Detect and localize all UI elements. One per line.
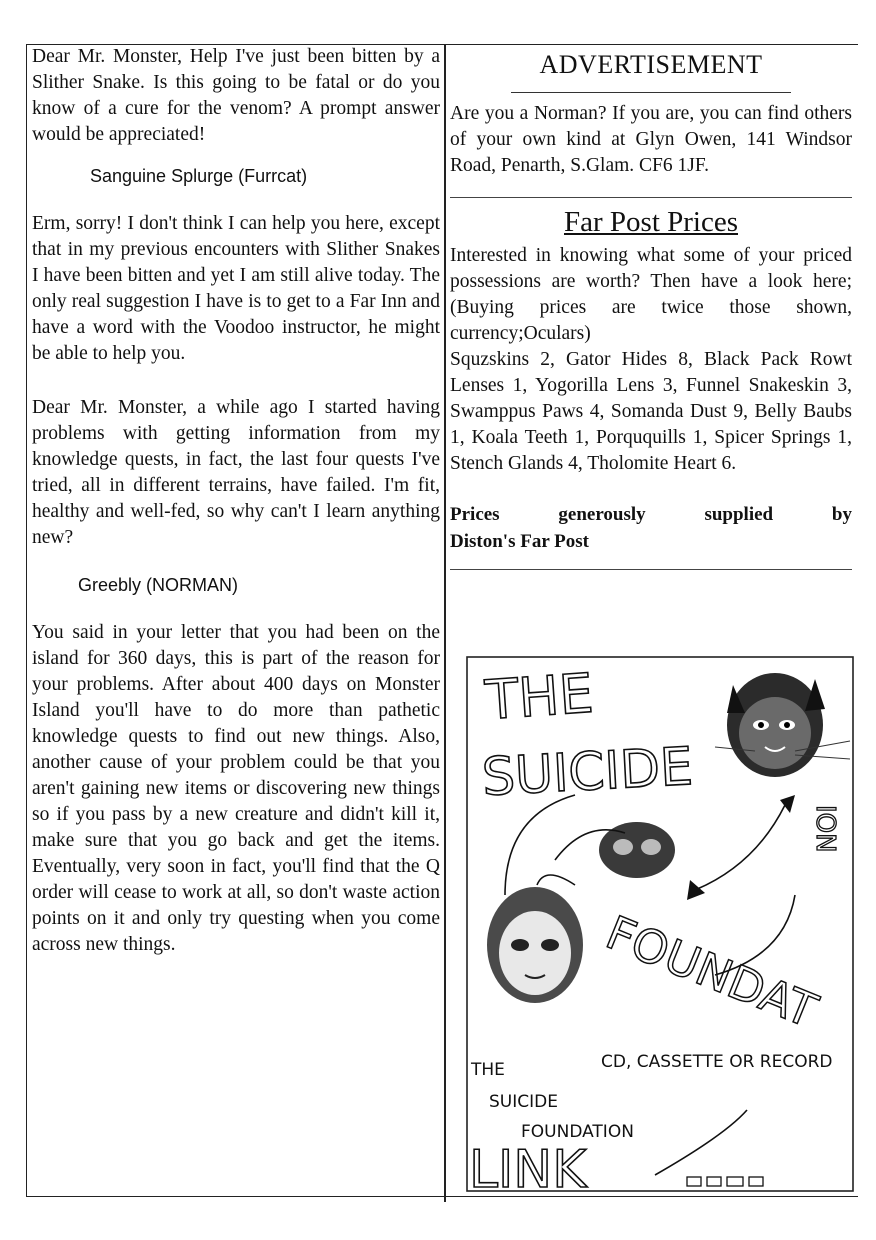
advertisement-body: Are you a Norman? If you are, you can find others of your own kind at Glyn Owen, 141 Windsor Road, Penarth, S.Glam. CF6 1JF. <box>450 103 852 176</box>
caption-the: THE <box>471 1060 505 1080</box>
small-box-doodles <box>687 1177 763 1186</box>
letters-column <box>32 44 440 958</box>
column-divider <box>444 44 446 1202</box>
left-border <box>26 44 27 1196</box>
letter-one: Dear Mr. Monster, Help I've just been bitten by a Slither Snake. Is this going to be fatal or do you know of a cure for the venom? A prompt answer would be appreciated! <box>32 46 440 145</box>
media-caption: CD, CASSETTE OR RECORD <box>601 1052 833 1072</box>
prices-credit-line: Prices generously supplied by <box>450 504 852 525</box>
art-letters-ion: ION <box>810 805 840 853</box>
artwork-rule <box>450 569 852 570</box>
far-post-heading: Far Post Prices <box>564 206 738 238</box>
advert-rule <box>511 92 791 93</box>
cat-face-drawing <box>715 673 850 777</box>
letter-two: Dear Mr. Monster, a while ago I started having problems with getting information from my knowledge quests, in fact, the last four quests I've tried, all in different terrains, have failed. I'm fit, healthy and well-fed, so why can't I learn anything new? <box>32 397 440 548</box>
far-post-intro: Interested in knowing what some of your priced possessions are worth? Then have a look here; (Buying prices are twice those shown, currency;Oculars) <box>450 245 852 344</box>
section-rule <box>450 197 852 198</box>
caption-link-lettering: LINK <box>469 1140 587 1200</box>
signature-two: Greebly (NORMAN) <box>78 575 239 595</box>
art-letters-foundat: FOUNDAT <box>598 905 825 1039</box>
advertisement-heading: ADVERTISEMENT <box>539 50 763 79</box>
signature-one: Sanguine Splurge (Furrcat) <box>90 166 308 186</box>
caption-suicide: SUICIDE <box>489 1092 558 1112</box>
advert-column <box>450 44 852 570</box>
reply-two: You said in your letter that you had been on the island for 360 days, this is part of the reason for your problems. After about 400 days on Monster Island you'll have to do more than pathetic knowledge quests to find out new things. Also, another cause of your problem could be that you aren't gaining new items or discovering new things so if you pass by a new creature and didn't kill it, make sure that you go back and get the items. Eventually, very soon in fact, you'll find that the Q order will cease to work at all, so don't waste action points on it and only try questing when you come across new things. <box>32 622 440 955</box>
prices-credit-source: Diston's Far Post <box>450 531 589 552</box>
suicide-foundation-artwork <box>465 655 857 1200</box>
art-letters-the: THE <box>483 661 596 732</box>
far-post-price-list: Squzskins 2, Gator Hides 8, Black Pack Rowt Lenses 1, Yogorilla Lens 3, Funnel Snakeskin 3, Swamppus Paws 4, Somanda Dust 9, Belly Baubs 1, Koala Teeth 1, Porququills 1, Spicer Springs 1, Stench Glands 4, Tholomite Heart 6. <box>450 349 852 474</box>
reply-one: Erm, sorry! I don't think I can help you here, except that in my previous encounters with Slither Snakes I have been bitten and yet I am still alive today. The only real suggestion I have is to get to a Far Inn and have a word with the Voodoo instructor, he might be able to help you. <box>32 213 440 364</box>
man-face-drawing <box>487 887 583 1003</box>
caption-foundation: FOUNDATION <box>521 1122 634 1142</box>
art-letters-suicide: SUICIDE <box>480 737 695 808</box>
link-swash <box>655 1110 747 1175</box>
